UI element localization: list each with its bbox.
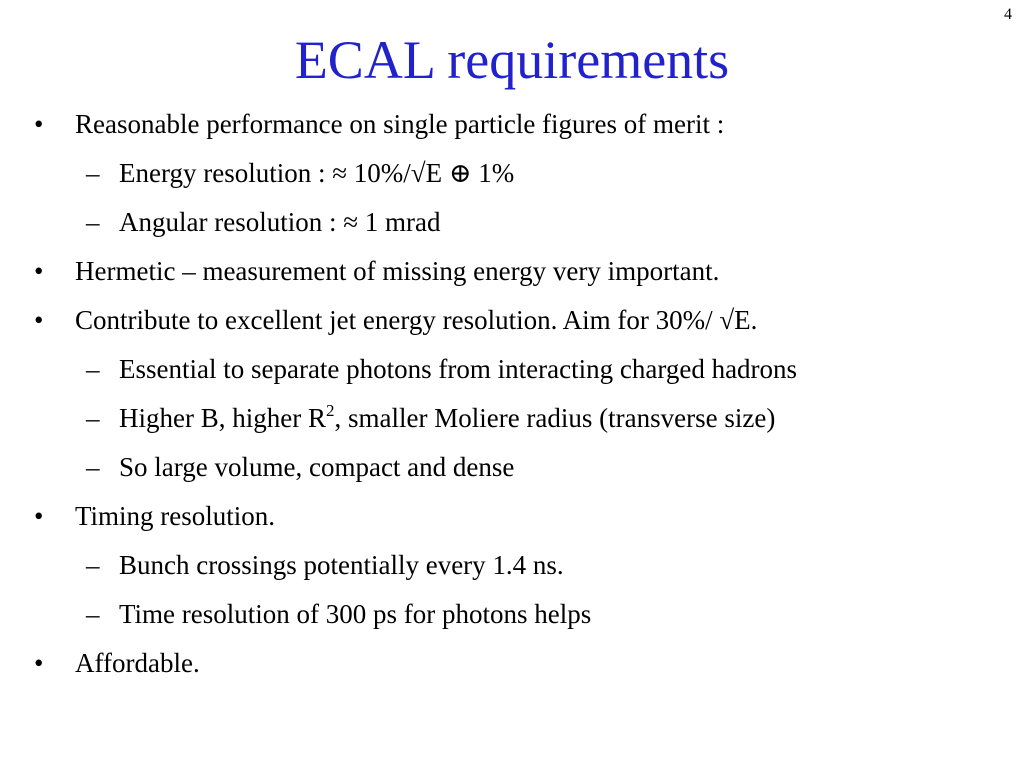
sub-bullet-marker: –	[86, 452, 100, 482]
bullet-item	[0, 304, 1024, 336]
sub-bullet-marker: –	[86, 599, 100, 629]
slide-number: 4	[1004, 6, 1012, 23]
bullet-item	[0, 108, 1024, 140]
sub-bullet-text: Energy resolution : ≈ 10%/√E ⊕ 1%	[119, 158, 515, 188]
sub-bullet-marker: –	[86, 550, 100, 580]
sub-bullet-item	[0, 206, 1024, 238]
sub-bullet-text: Time resolution of 300 ps for photons helps	[119, 599, 592, 629]
bullet-marker: •	[34, 256, 44, 286]
bullet-item	[0, 647, 1024, 679]
sub-bullet-text: Bunch crossings potentially every 1.4 ns.	[119, 550, 564, 580]
bullet-item	[0, 255, 1024, 287]
sub-bullet-item	[0, 157, 1024, 189]
sub-bullet-marker: –	[86, 403, 100, 433]
bullet-list	[0, 108, 1024, 696]
sub-bullet-text: So large volume, compact and dense	[119, 452, 515, 482]
superscript: 2	[325, 401, 335, 420]
bullet-text: Hermetic – measurement of missing energy very important.	[75, 256, 720, 286]
sub-bullet-item	[0, 451, 1024, 483]
bullet-text: Affordable.	[75, 648, 200, 678]
bullet-text: Timing resolution.	[75, 501, 276, 531]
bullet-marker: •	[34, 501, 44, 531]
sub-bullet-text: Angular resolution : ≈ 1 mrad	[119, 207, 441, 237]
sub-bullet-item	[0, 549, 1024, 581]
bullet-marker: •	[34, 109, 44, 139]
sub-bullet-item	[0, 353, 1024, 385]
bullet-text: Reasonable performance on single particle figures of merit :	[75, 109, 725, 139]
bullet-item	[0, 500, 1024, 532]
sub-bullet-item	[0, 402, 1024, 434]
text-after: , smaller Moliere radius (transverse size)	[334, 403, 776, 433]
bullet-marker: •	[34, 648, 44, 678]
slide-title: ECAL requirements	[294, 30, 730, 90]
sub-bullet-marker: –	[86, 354, 100, 384]
bullet-text: Contribute to excellent jet energy resolution. Aim for 30%/ √E.	[75, 305, 758, 335]
sub-bullet-text	[119, 402, 775, 434]
text-before: Higher B, higher R	[119, 403, 326, 433]
sub-bullet-item	[0, 598, 1024, 630]
sub-bullet-marker: –	[86, 158, 100, 188]
sub-bullet-marker: –	[86, 207, 100, 237]
bullet-marker: •	[34, 305, 44, 335]
sub-bullet-text: Essential to separate photons from interacting charged hadrons	[119, 354, 798, 384]
